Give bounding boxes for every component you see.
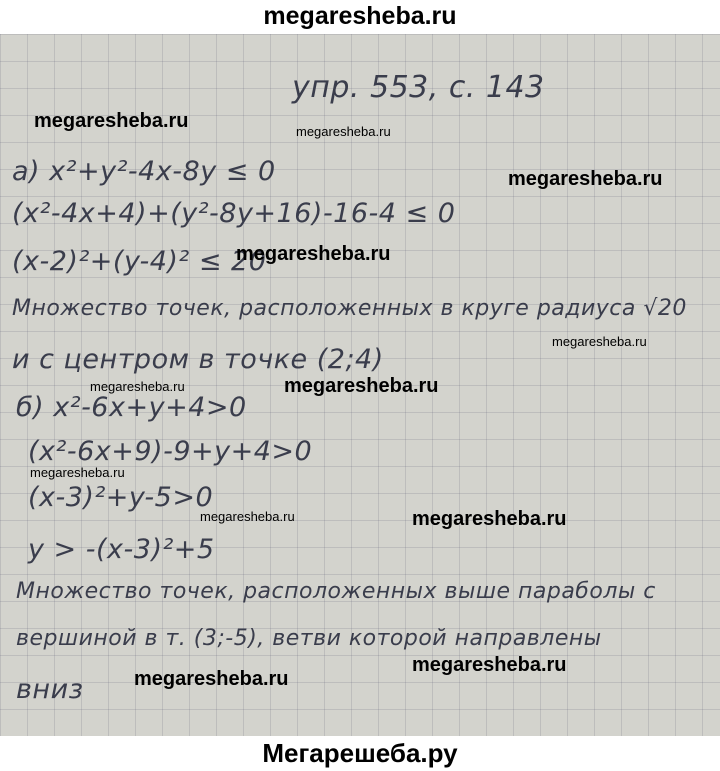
solution-line: и с центром в точке (2;4) [12,344,384,375]
watermark: megaresheba.ru [134,668,289,690]
solution-line: y > -(x-3)²+5 [28,534,215,565]
watermark: megaresheba.ru [34,110,189,132]
solution-line: а) x²+y²-4x-8y ≤ 0 [12,156,276,187]
watermark: megaresheba.ru [30,465,125,480]
watermark: megaresheba.ru [296,124,391,139]
watermark: megaresheba.ru [236,243,391,265]
watermark: megaresheba.ru [552,334,647,349]
solution-line: Множество точек, расположенных выше параболы с [16,579,656,604]
watermark: megaresheba.ru [284,375,439,397]
site-header: megaresheba.ru [263,2,457,30]
exercise-title: упр. 553, с. 143 [292,70,545,105]
watermark: megaresheba.ru [508,168,663,190]
solution-line: (x-2)²+(y-4)² ≤ 20 [12,246,267,277]
watermark: megaresheba.ru [90,379,185,394]
solution-line: б) x²-6x+y+4>0 [16,392,247,423]
site-footer: Мегарешеба.ру [262,738,458,768]
watermark: megaresheba.ru [412,654,567,676]
notebook-page [0,34,720,736]
solution-line: (x²-4x+4)+(y²-8y+16)-16-4 ≤ 0 [12,198,456,229]
solution-line: вниз [16,674,84,705]
watermark: megaresheba.ru [200,509,295,524]
solution-line: Множество точек, расположенных в круге радиуса √20 [12,296,687,321]
solution-line: вершиной в т. (3;-5), ветви которой направлены [16,626,602,651]
watermark: megaresheba.ru [412,508,567,530]
solution-line: (x²-6x+9)-9+y+4>0 [28,436,313,467]
solution-line: (x-3)²+y-5>0 [28,482,214,513]
